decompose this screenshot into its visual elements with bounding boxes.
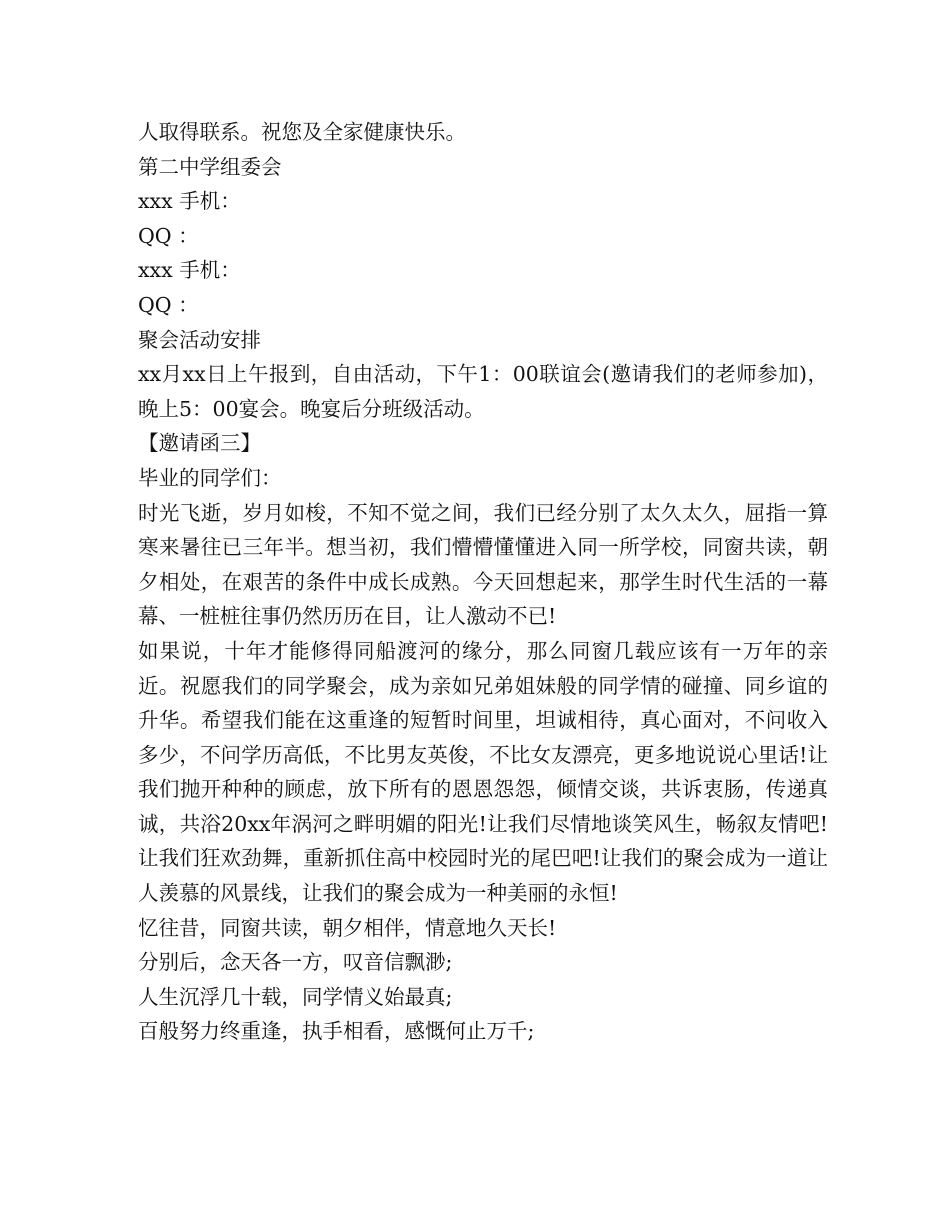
contact-qq-1: QQ ： (138, 223, 199, 248)
body-paragraph-2: 如果说，十年才能修得同船渡河的缘分，那么同窗几载应该有一万年的亲近。祝愿我们的同学聚会，成为亲如兄弟姐妹般的同学情的碰撞、同乡谊的升华。希望我们能在这重逢的短暂时间里，坦诚相待，真心面对，不问收入多少，不问学历高低，不比男友英俊，不比女友漂亮，更多地说说心里话!让我们抛开种种的顾虑，放下所有的恩恩怨怨，倾情交谈，共诉衷肠，传递真诚，共浴20xx年涡河之畔明媚的阳光!让我们尽情地谈笑风生，畅叙友情吧!让我们狂欢劲舞，重新抓住高中校园时光的尾巴吧!让我们的聚会成为一道让人羡慕的风景线，让我们的聚会成为一种美丽的永恒! (138, 638, 828, 906)
poem-line-3: 人生沉浮几十载，同学情义始最真; (138, 984, 453, 1009)
poem-line-4: 百般努力终重逢，执手相看，感慨何止万千; (138, 1019, 535, 1044)
contact-qq-2: QQ ： (138, 292, 199, 317)
body-paragraph-1: 时光飞逝，岁月如梭，不知不觉之间，我们已经分别了太久太久，屈指一算寒来暑往已三年半。想当初，我们懵懵懂懂进入同一所学校，同窗共读，朝夕相处，在艰苦的条件中成长成熟。今天回想起来，那学生时代生活的一幕幕、一桩桩往事仍然历历在目，让人激动不已! (138, 500, 828, 629)
schedule-paragraph: xx月xx日上午报到，自由活动，下午1：00联谊会(邀请我们的老师参加)，晚上5：00宴会。晚宴后分班级活动。 (138, 362, 828, 421)
contact-phone-1: xxx 手机： (138, 189, 241, 214)
closing-line: 人取得联系。祝您及全家健康快乐。 (138, 120, 466, 144)
section-heading: 【邀请函三】 (138, 431, 261, 456)
poem-line-2: 分别后，念天各一方，叹音信飘渺; (138, 950, 453, 975)
document-body (138, 115, 828, 1049)
schedule-heading: 聚会活动安排 (138, 327, 261, 352)
contact-phone-2: xxx 手机： (138, 258, 241, 283)
salutation: 毕业的同学们： (138, 465, 282, 490)
poem-line-1: 忆往昔，同窗共读，朝夕相伴，情意地久天长! (138, 915, 557, 940)
organizer-name: 第二中学组委会 (138, 154, 282, 179)
